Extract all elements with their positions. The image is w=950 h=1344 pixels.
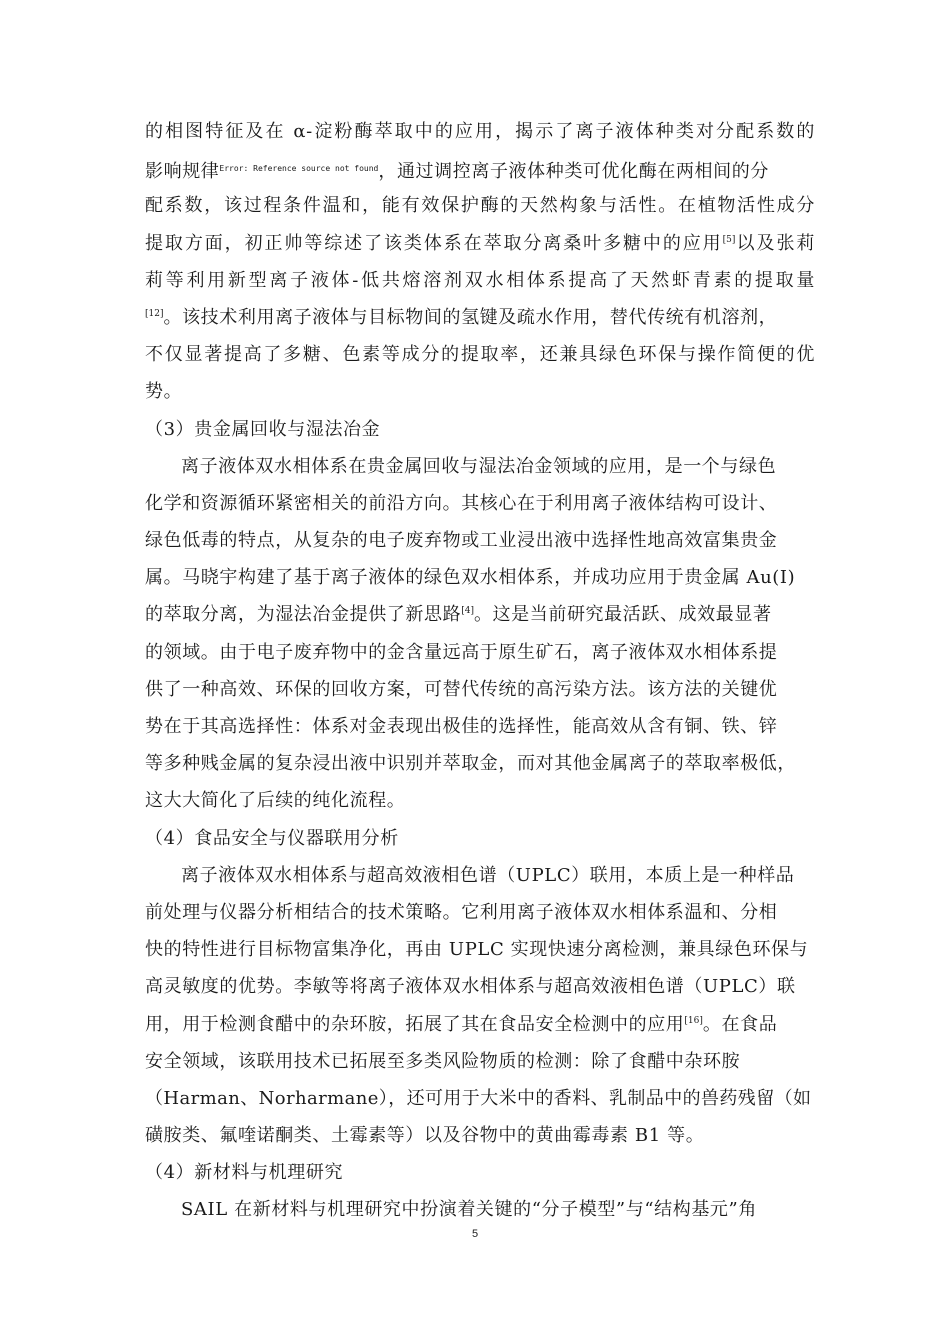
- text-span: 快的特性进行目标物富集净化，再由 UPLC 实现快速分离检测，兼具绿色环保与: [145, 939, 809, 961]
- text-line: [145, 1191, 815, 1228]
- text-line: [145, 559, 815, 596]
- paragraph-enzyme-extraction: [145, 113, 815, 411]
- text-line: [145, 596, 815, 633]
- paragraph-precious-metal: [145, 448, 815, 820]
- text-line: [145, 485, 815, 522]
- text-line: [145, 225, 815, 262]
- text-span: 高灵敏度的优势。李敏等将离子液体双水相体系与超高效液相色谱（UPLC）联: [145, 976, 796, 998]
- text-span: 供了一种高效、环保的回收方案，可替代传统的高污染方法。该方法的关键优: [145, 678, 778, 700]
- text-line: [145, 373, 815, 410]
- text-line: [145, 113, 815, 150]
- citation-ref[interactable]: [4]: [461, 606, 474, 617]
- citation-ref[interactable]: [16]: [684, 1015, 703, 1026]
- text-span: 等多种贱金属的复杂浸出液中识别并萃取金，而对其他金属离子的萃取率极低，: [145, 753, 796, 775]
- text-line: [145, 1117, 815, 1154]
- text-line: [145, 1080, 815, 1117]
- text-line: [145, 150, 815, 187]
- text-span: 莉等利用新型离子液体-低共熔溶剂双水相体系提高了天然虾青素的提取量: [145, 269, 815, 291]
- text-span: SAIL 在新材料与机理研究中扮演着关键的“分子模型”与“结构基元”角: [181, 1199, 757, 1221]
- citation-ref[interactable]: [5]: [722, 234, 736, 245]
- text-line: [145, 671, 815, 708]
- text-span: 势在于其高选择性：体系对金表现出极佳的选择性，能高效从含有铜、铁、锌: [145, 716, 778, 737]
- text-span: 不仅显著提高了多糖、色素等成分的提取率，还兼具绿色环保与操作简便的优: [145, 344, 815, 366]
- text-span: 磺胺类、氟喹诺酮类、土霉素等）以及谷物中的黄曲霉毒素 B1 等。: [145, 1125, 705, 1147]
- text-line: [145, 894, 815, 931]
- text-span: 离子液体双水相体系在贵金属回收与湿法冶金领域的应用，是一个与绿色: [181, 455, 777, 477]
- text-span: 。该技术利用离子液体与目标物间的氢键及疏水作用，替代传统有机溶剂，: [163, 306, 778, 328]
- text-span: 离子液体双水相体系与超高效液相色谱（UPLC）联用，本质上是一种样品: [181, 864, 795, 886]
- text-span: （Harman、Norharmane），还可用于大米中的香料、乳制品中的兽药残留（如: [145, 1087, 812, 1109]
- body-text: [145, 113, 815, 1229]
- text-span: ，通过调控离子液体种类可优化酶在两相间的分: [378, 161, 769, 183]
- text-line: [145, 634, 815, 671]
- text-line: [145, 782, 815, 819]
- text-span: 用，用于检测食醋中的杂环胺，拓展了其在食品安全检测中的应用: [145, 1013, 685, 1035]
- text-line: [145, 448, 815, 485]
- section-heading: （3）贵金属回收与湿法冶金: [145, 418, 381, 440]
- text-span: 以及张莉: [735, 232, 815, 254]
- text-line: [145, 336, 815, 373]
- text-span: 配系数，该过程条件温和，能有效保护酶的天然构象与活性。在植物活性成分: [145, 195, 815, 217]
- page-number: 5: [471, 1228, 479, 1240]
- paragraph-new-materials: [145, 1191, 815, 1228]
- text-span: 影响规律: [145, 161, 220, 183]
- text-span: 前处理与仪器分析相结合的技术策略。它利用离子液体双水相体系温和、分相: [145, 901, 778, 923]
- text-line: [145, 931, 815, 968]
- text-line: [145, 968, 815, 1005]
- text-span: 提取方面，初正帅等综述了该类体系在萃取分离桑叶多糖中的应用: [145, 232, 723, 254]
- text-line: [145, 708, 815, 745]
- text-span: 的相图特征及在 α-淀粉酶萃取中的应用，揭示了离子液体种类对分配系数的: [145, 121, 815, 142]
- text-line: [145, 299, 815, 336]
- text-span: 绿色低毒的特点，从复杂的电子废弃物或工业浸出液中选择性地高效富集贵金: [145, 530, 778, 552]
- text-line: [145, 745, 815, 782]
- text-span: 属。马晓宇构建了基于离子液体的绿色双水相体系，并成功应用于贵金属 Au(I): [145, 567, 796, 589]
- text-span: 。这是当前研究最活跃、成效最显著: [473, 604, 772, 626]
- text-line: [145, 187, 815, 224]
- text-span: 势。: [145, 381, 183, 403]
- text-span: 这大大简化了后续的纯化流程。: [145, 790, 406, 812]
- text-span: 的萃取分离，为湿法冶金提供了新思路: [145, 604, 462, 626]
- reference-error: Error: Reference source not found: [219, 164, 379, 174]
- paragraph-food-safety: [145, 857, 815, 1155]
- text-span: 。在食品: [702, 1013, 778, 1035]
- text-span: 化学和资源循环紧密相关的前沿方向。其核心在于利用离子液体结构可设计、: [145, 492, 778, 514]
- text-span: 的领域。由于电子废弃物中的金含量远高于原生矿石，离子液体双水相体系提: [145, 641, 778, 663]
- text-line: [145, 262, 815, 299]
- text-line: [145, 1043, 815, 1080]
- text-line: [145, 1006, 815, 1043]
- text-span: 安全领域，该联用技术已拓展至多类风险物质的检测：除了食醋中杂环胺: [145, 1050, 741, 1072]
- citation-ref[interactable]: [12]: [145, 308, 164, 319]
- section-heading: （4）食品安全与仪器联用分析: [145, 827, 399, 849]
- text-line: [145, 857, 815, 894]
- text-line: [145, 522, 815, 559]
- section-heading: （4）新材料与机理研究: [145, 1162, 344, 1184]
